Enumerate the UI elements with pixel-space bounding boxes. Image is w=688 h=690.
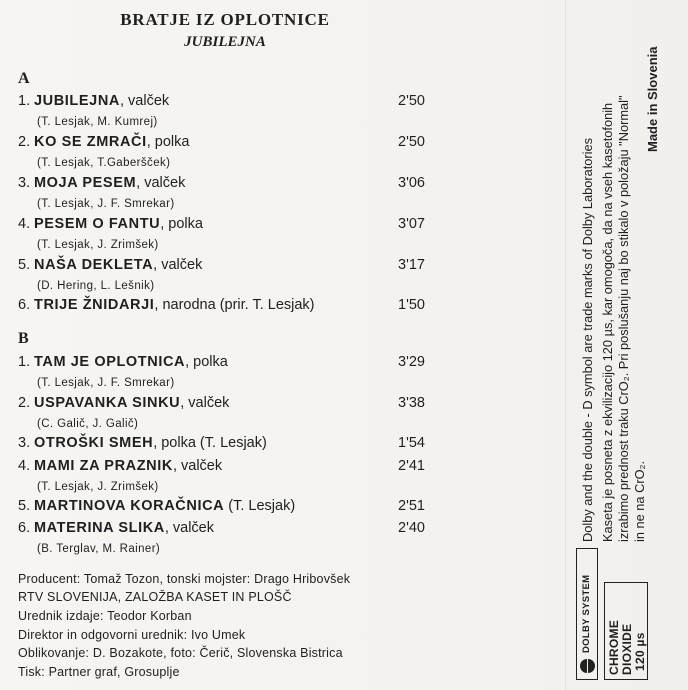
track-a2 (18, 134, 438, 150)
dolby-trademark-note: Dolby and the double - D symbol are trade marks of Dolby Laboratories (580, 137, 595, 542)
production-line: Urednik izdaje: Teodor Korban (18, 609, 192, 623)
track-a6 (18, 297, 438, 313)
track-duration: 2'51 (398, 498, 425, 514)
artist-title: BRATJE IZ OPLOTNICE (120, 10, 330, 29)
track-genre: , narodna (prir. T. Lesjak) (154, 297, 315, 313)
track-genre: , valček (172, 458, 223, 474)
fold-line (565, 0, 566, 690)
equalization-note-2: izrabimo prednost traku CrO₂. Pri poslušanju naj bo stikalo v položaju "Normal" (616, 95, 631, 542)
production-line: Direktor in odgovorni urednik: Ivo Umek (18, 628, 246, 642)
track-title: KO SE ZMRAČI (34, 134, 147, 150)
track-title: TRIJE ŽNIDARJI (34, 297, 155, 313)
equalization-note-1: Kaseta je posneta z ekvilizacijo 120 µs, kar omogoča, da na vseh kasetofonih (600, 102, 615, 542)
track-number: 6. (18, 520, 31, 536)
side-b-label: B (18, 330, 29, 347)
track-number: 3. (18, 435, 31, 451)
track-number: 2. (18, 134, 31, 150)
production-line: Producent: Tomaž Tozon, tonski mojster: Drago Hribovšek (18, 572, 351, 586)
track-duration: 2'41 (398, 458, 425, 474)
track-number: 4. (18, 216, 31, 232)
track-title: NAŠA DEKLETA (34, 257, 154, 273)
track-number: 2. (18, 395, 31, 411)
track-genre: , polka (160, 216, 203, 232)
track-duration: 2'50 (398, 93, 425, 109)
track-number: 6. (18, 297, 31, 313)
track-number: 3. (18, 175, 31, 191)
track-duration: 3'38 (398, 395, 425, 411)
dolby-system-logo (576, 548, 598, 680)
track-duration: 2'50 (398, 134, 425, 150)
track-duration: 1'50 (398, 297, 425, 313)
track-credit: (T. Lesjak, J. Zrimšek) (37, 239, 159, 251)
track-duration: 3'07 (398, 216, 425, 232)
track-duration: 3'06 (398, 175, 425, 191)
track-title: MARTINOVA KORAČNICA (34, 498, 225, 514)
track-b5 (18, 498, 438, 514)
chrome-line: CHROME (607, 619, 621, 675)
track-title: USPAVANKA SINKU (34, 395, 181, 411)
track-credit: (T. Lesjak, J. F. Smrekar) (37, 198, 175, 210)
dioxide-line: DIOXIDE (620, 623, 634, 675)
production-line: Tisk: Partner graf, Grosuplje (18, 665, 180, 679)
dolby-logo-text: DOLBY SYSTEM (581, 574, 592, 653)
track-duration: 3'29 (398, 354, 425, 370)
production-line: Oblikovanje: D. Bozakote, foto: Čerič, Slovenska Bistrica (18, 646, 343, 660)
track-b2 (18, 395, 438, 411)
track-number: 5. (18, 257, 31, 273)
track-title: JUBILEJNA (34, 93, 120, 109)
track-genre: , valček (136, 175, 186, 191)
track-genre: , valček (119, 93, 170, 109)
track-duration: 1'54 (398, 435, 425, 451)
track-credit: (T. Lesjak, M. Kumrej) (37, 116, 158, 128)
production-line: RTV SLOVENIJA, ZALOŽBA KASET IN PLOŠČ (18, 590, 292, 604)
track-a5 (18, 257, 438, 273)
equalization-line: 120 µs (633, 632, 647, 671)
track-title: MAMI ZA PRAZNIK (34, 458, 173, 474)
chrome-dioxide-badge (604, 582, 648, 680)
track-duration: 3'17 (398, 257, 425, 273)
track-title: MATERINA SLIKA (34, 520, 165, 536)
track-credit: (T. Lesjak, J. F. Smrekar) (37, 377, 175, 389)
track-title: OTROŠKI SMEH (34, 435, 154, 451)
double-d-icon (579, 659, 595, 675)
track-b3 (18, 435, 438, 451)
track-genre: (T. Lesjak) (224, 498, 296, 514)
track-a3 (18, 175, 438, 191)
side-a-label: A (18, 70, 30, 87)
track-credit: (T. Lesjak, J. Zrimšek) (37, 481, 159, 493)
track-b4 (18, 458, 438, 474)
made-in-slovenia: Made in Slovenia (645, 46, 660, 152)
track-genre: , polka (T. Lesjak) (153, 435, 267, 451)
track-number: 1. (18, 93, 31, 109)
track-a4 (18, 216, 438, 232)
track-title: MOJA PESEM (34, 175, 137, 191)
track-genre: , polka (146, 134, 190, 150)
track-b1 (18, 354, 438, 370)
track-duration: 2'40 (398, 520, 425, 536)
track-genre: , polka (185, 354, 228, 370)
track-credit: (C. Galič, J. Galič) (37, 418, 139, 430)
track-genre: , valček (153, 257, 203, 273)
track-title: PESEM O FANTU (34, 216, 161, 232)
equalization-note-3: in ne na CrO₂. (632, 460, 647, 542)
track-b6 (18, 520, 438, 536)
track-credit: (T. Lesjak, T.Gaberšček) (37, 157, 171, 169)
track-number: 1. (18, 354, 31, 370)
track-number: 5. (18, 498, 31, 514)
track-number: 4. (18, 458, 31, 474)
album-title: JUBILEJNA (184, 34, 266, 50)
track-title: TAM JE OPLOTNICA (34, 354, 186, 370)
track-credit: (D. Hering, L. Lešnik) (37, 280, 155, 292)
track-genre: , valček (164, 520, 215, 536)
track-credit: (B. Terglav, M. Rainer) (37, 543, 161, 555)
track-a1 (18, 93, 438, 109)
track-genre: , valček (180, 395, 230, 411)
